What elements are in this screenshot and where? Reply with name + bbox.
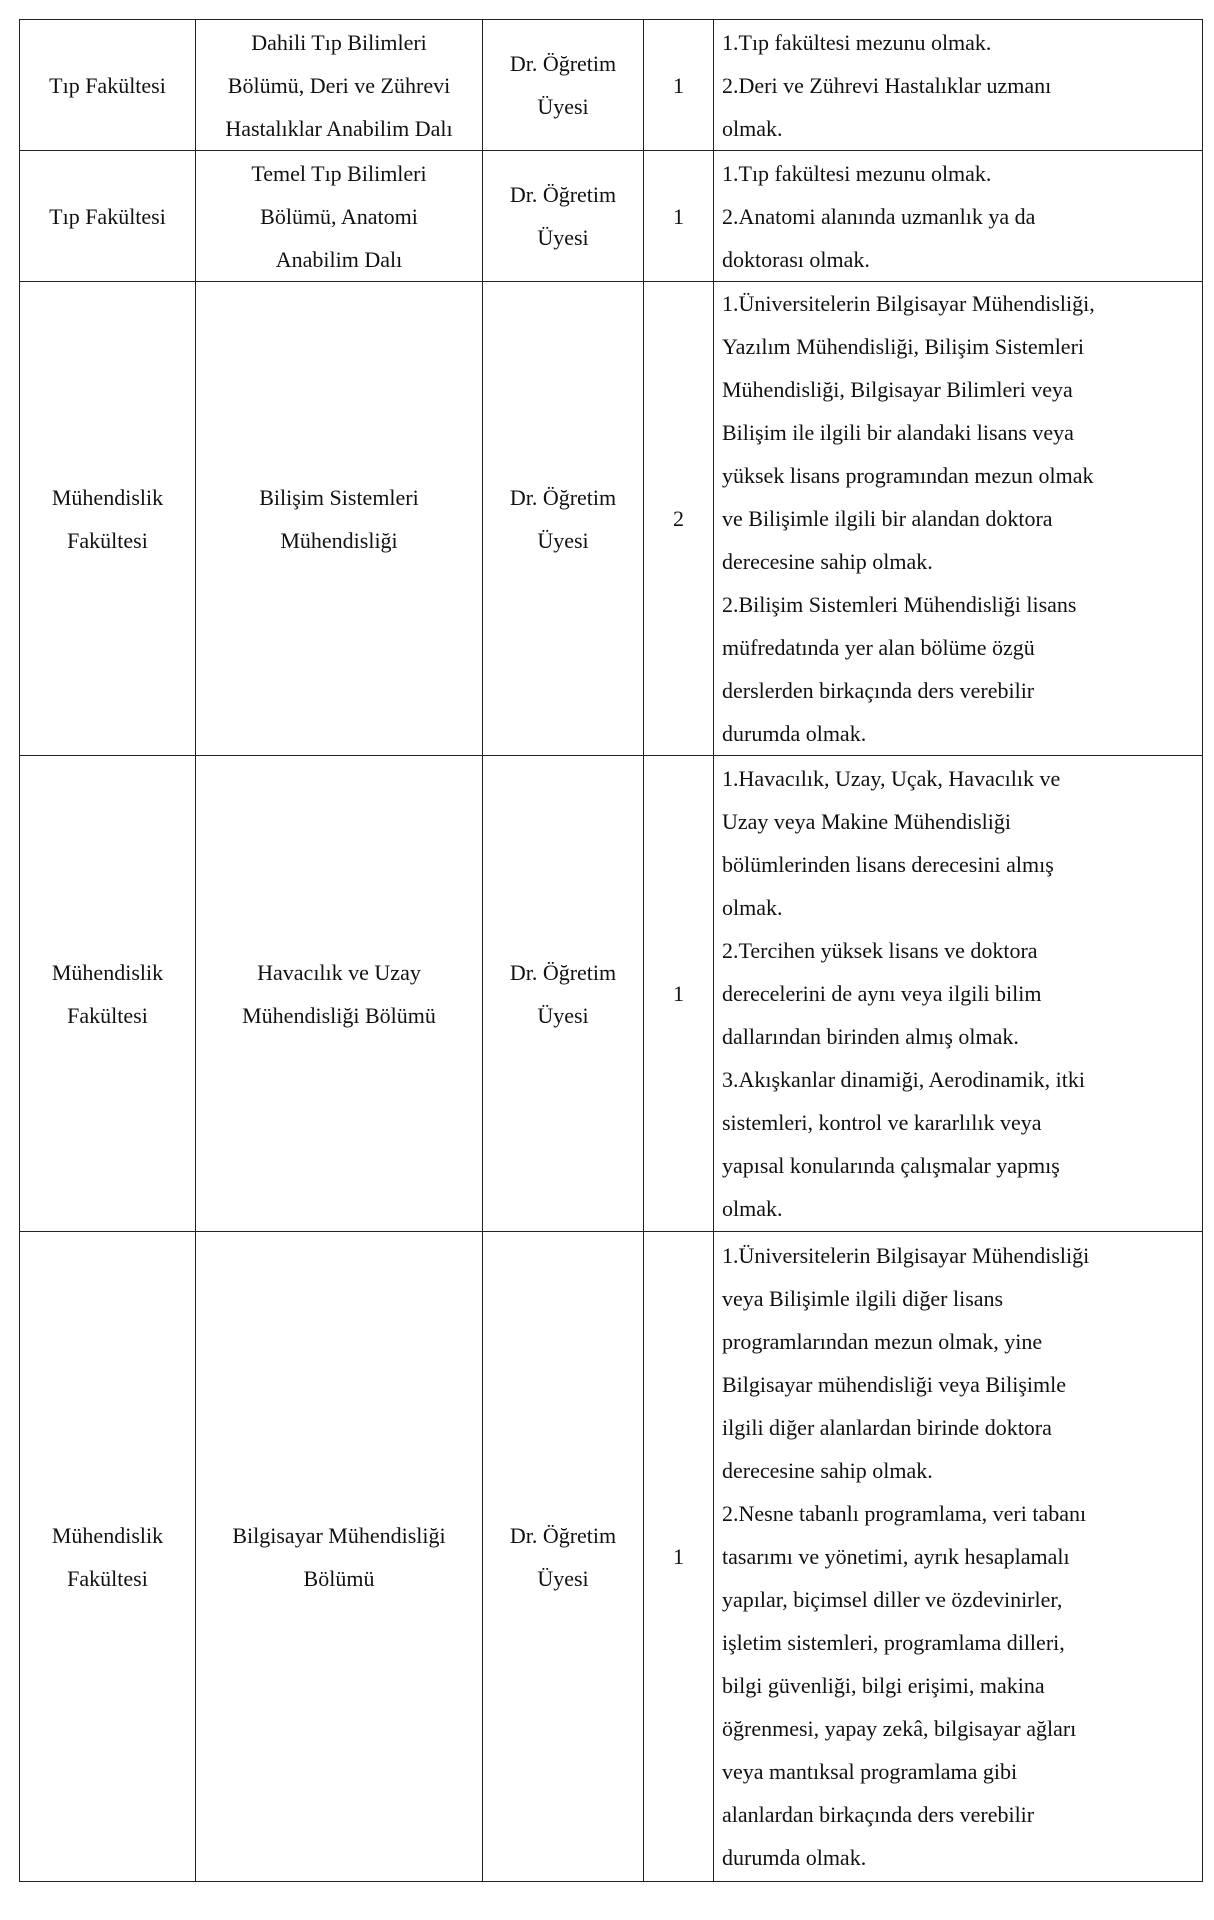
title-line: Dr. Öğretim <box>509 959 617 985</box>
department-line: Bölümü, Deri ve Zührevi <box>227 72 451 98</box>
requirements-line: Uzay veya Makine Mühendisliği <box>722 809 1011 834</box>
requirements-line: derecelerini de aynı veya ilgili bilim <box>722 981 1042 1006</box>
title-line: Üyesi <box>537 94 589 119</box>
faculty-line: Mühendislik <box>51 1522 164 1548</box>
department-line: Bilişim Sistemleri <box>259 484 419 510</box>
requirements-line: öğrenmesi, yapay zekâ, bilgisayar ağları <box>722 1716 1077 1741</box>
department-cell <box>196 1232 483 1882</box>
requirements-line: Bilişim ile ilgili bir alandaki lisans veya <box>722 420 1074 445</box>
requirements-line: 3.Akışkanlar dinamiği, Aerodinamik, itki <box>722 1067 1085 1092</box>
title-cell <box>483 20 644 151</box>
requirements-line: ilgili diğer alanlardan birinde doktora <box>722 1415 1052 1440</box>
requirements-line: yüksek lisans programından mezun olmak <box>722 463 1094 488</box>
requirements-line: doktorası olmak. <box>722 246 870 272</box>
title-line: Üyesi <box>537 1002 589 1028</box>
table-row <box>20 756 1203 1232</box>
requirements-line: veya Bilişimle ilgili diğer lisans <box>722 1286 1004 1311</box>
requirements-line: olmak. <box>722 895 783 920</box>
requirements-line: veya mantıksal programlama gibi <box>722 1759 1018 1784</box>
table-row <box>20 151 1203 282</box>
faculty-cell <box>20 282 196 756</box>
title-line: Dr. Öğretim <box>509 182 617 207</box>
department-cell <box>196 282 483 756</box>
requirements-line: derecesine sahip olmak. <box>722 1458 933 1483</box>
title-cell <box>483 282 644 756</box>
count-cell: 1 <box>644 20 714 151</box>
requirements-line: 2.Anatomi alanında uzmanlık ya da <box>722 203 1036 229</box>
faculty-line: Tıp Fakültesi <box>49 203 166 229</box>
requirements-line: yapılar, biçimsel diller ve özdevinirler, <box>722 1587 1063 1612</box>
department-line: Hastalıklar Anabilim Dalı <box>225 115 453 141</box>
title-line: Dr. Öğretim <box>509 51 617 76</box>
department-line: Bölümü, Anatomi <box>260 203 418 229</box>
faculty-line: Mühendislik <box>51 959 164 985</box>
requirements-line: 2.Tercihen yüksek lisans ve doktora <box>722 938 1038 963</box>
requirements-line: olmak. <box>722 1196 783 1221</box>
title-cell <box>483 1232 644 1882</box>
title-line: Üyesi <box>537 1565 589 1591</box>
requirements-line: derecesine sahip olmak. <box>722 549 933 574</box>
department-cell <box>196 151 483 282</box>
department-line: Bilgisayar Mühendisliği <box>232 1522 446 1548</box>
department-line: Mühendisliği <box>280 527 398 553</box>
department-cell <box>196 756 483 1232</box>
requirements-line: Yazılım Mühendisliği, Bilişim Sistemleri <box>722 334 1085 359</box>
requirements-cell <box>714 151 1203 282</box>
requirements-line: bölümlerinden lisans derecesini almış <box>722 852 1054 877</box>
requirements-cell <box>714 1232 1203 1882</box>
title-cell <box>483 151 644 282</box>
faculty-cell <box>20 756 196 1232</box>
requirements-line: Mühendisliği, Bilgisayar Bilimleri veya <box>722 377 1073 402</box>
requirements-line: bilgi güvenliği, bilgi erişimi, makina <box>722 1673 1045 1698</box>
requirements-line: durumda olmak. <box>722 1845 867 1870</box>
department-line: Anabilim Dalı <box>275 246 403 272</box>
department-cell <box>196 20 483 151</box>
count-cell: 1 <box>644 756 714 1232</box>
faculty-line: Fakültesi <box>67 1565 148 1591</box>
requirements-cell <box>714 756 1203 1232</box>
requirements-cell <box>714 20 1203 151</box>
department-line: Havacılık ve Uzay <box>257 959 421 985</box>
requirements-line: yapısal konularında çalışmalar yapmış <box>722 1153 1060 1178</box>
requirements-line: alanlardan birkaçında ders verebilir <box>722 1802 1035 1827</box>
count-cell: 2 <box>644 282 714 756</box>
faculty-line: Fakültesi <box>67 527 148 553</box>
requirements-line: sistemleri, kontrol ve kararlılık veya <box>722 1110 1042 1135</box>
table-row <box>20 1232 1203 1882</box>
title-line: Üyesi <box>537 527 589 553</box>
requirements-line: derslerden birkaçında ders verebilir <box>722 678 1035 703</box>
requirements-line: müfredatında yer alan bölüme özgü <box>722 635 1035 660</box>
department-line: Temel Tıp Bilimleri <box>251 160 427 186</box>
faculty-line: Tıp Fakültesi <box>49 72 166 98</box>
table-row <box>20 20 1203 151</box>
requirements-line: dallarından birinden almış olmak. <box>722 1024 1019 1049</box>
requirements-line: 1.Üniversitelerin Bilgisayar Mühendisliği <box>722 1243 1090 1268</box>
requirements-line: 2.Bilişim Sistemleri Mühendisliği lisans <box>722 592 1077 617</box>
faculty-line: Fakültesi <box>67 1002 148 1028</box>
requirements-line: 1.Tıp fakültesi mezunu olmak. <box>722 29 992 55</box>
requirements-line: olmak. <box>722 115 783 141</box>
count-cell: 1 <box>644 151 714 282</box>
count-cell: 1 <box>644 1232 714 1882</box>
requirements-line: Bilgisayar mühendisliği veya Bilişimle <box>722 1372 1067 1397</box>
faculty-cell <box>20 1232 196 1882</box>
title-line: Dr. Öğretim <box>509 484 617 510</box>
faculty-line: Mühendislik <box>51 484 164 510</box>
title-line: Dr. Öğretim <box>509 1522 617 1548</box>
requirements-line: tasarımı ve yönetimi, ayrık hesaplamalı <box>722 1544 1070 1569</box>
requirements-line: 1.Üniversitelerin Bilgisayar Mühendisliği, <box>722 291 1095 316</box>
requirements-line: 1.Tıp fakültesi mezunu olmak. <box>722 160 992 186</box>
title-cell <box>483 756 644 1232</box>
faculty-cell <box>20 20 196 151</box>
positions-table <box>19 19 1203 1882</box>
requirements-line: programlarından mezun olmak, yine <box>722 1329 1043 1354</box>
requirements-line: işletim sistemleri, programlama dilleri, <box>722 1630 1065 1655</box>
requirements-line: 2.Nesne tabanlı programlama, veri tabanı <box>722 1501 1087 1526</box>
department-line: Dahili Tıp Bilimleri <box>251 29 427 55</box>
faculty-cell <box>20 151 196 282</box>
department-line: Mühendisliği Bölümü <box>242 1002 436 1028</box>
title-line: Üyesi <box>537 225 589 250</box>
requirements-line: 2.Deri ve Zührevi Hastalıklar uzmanı <box>722 72 1052 98</box>
requirements-cell <box>714 282 1203 756</box>
requirements-line: 1.Havacılık, Uzay, Uçak, Havacılık ve <box>722 766 1061 791</box>
table-row <box>20 282 1203 756</box>
requirements-line: durumda olmak. <box>722 721 867 746</box>
department-line: Bölümü <box>303 1565 375 1591</box>
requirements-line: ve Bilişimle ilgili bir alandan doktora <box>722 506 1053 531</box>
